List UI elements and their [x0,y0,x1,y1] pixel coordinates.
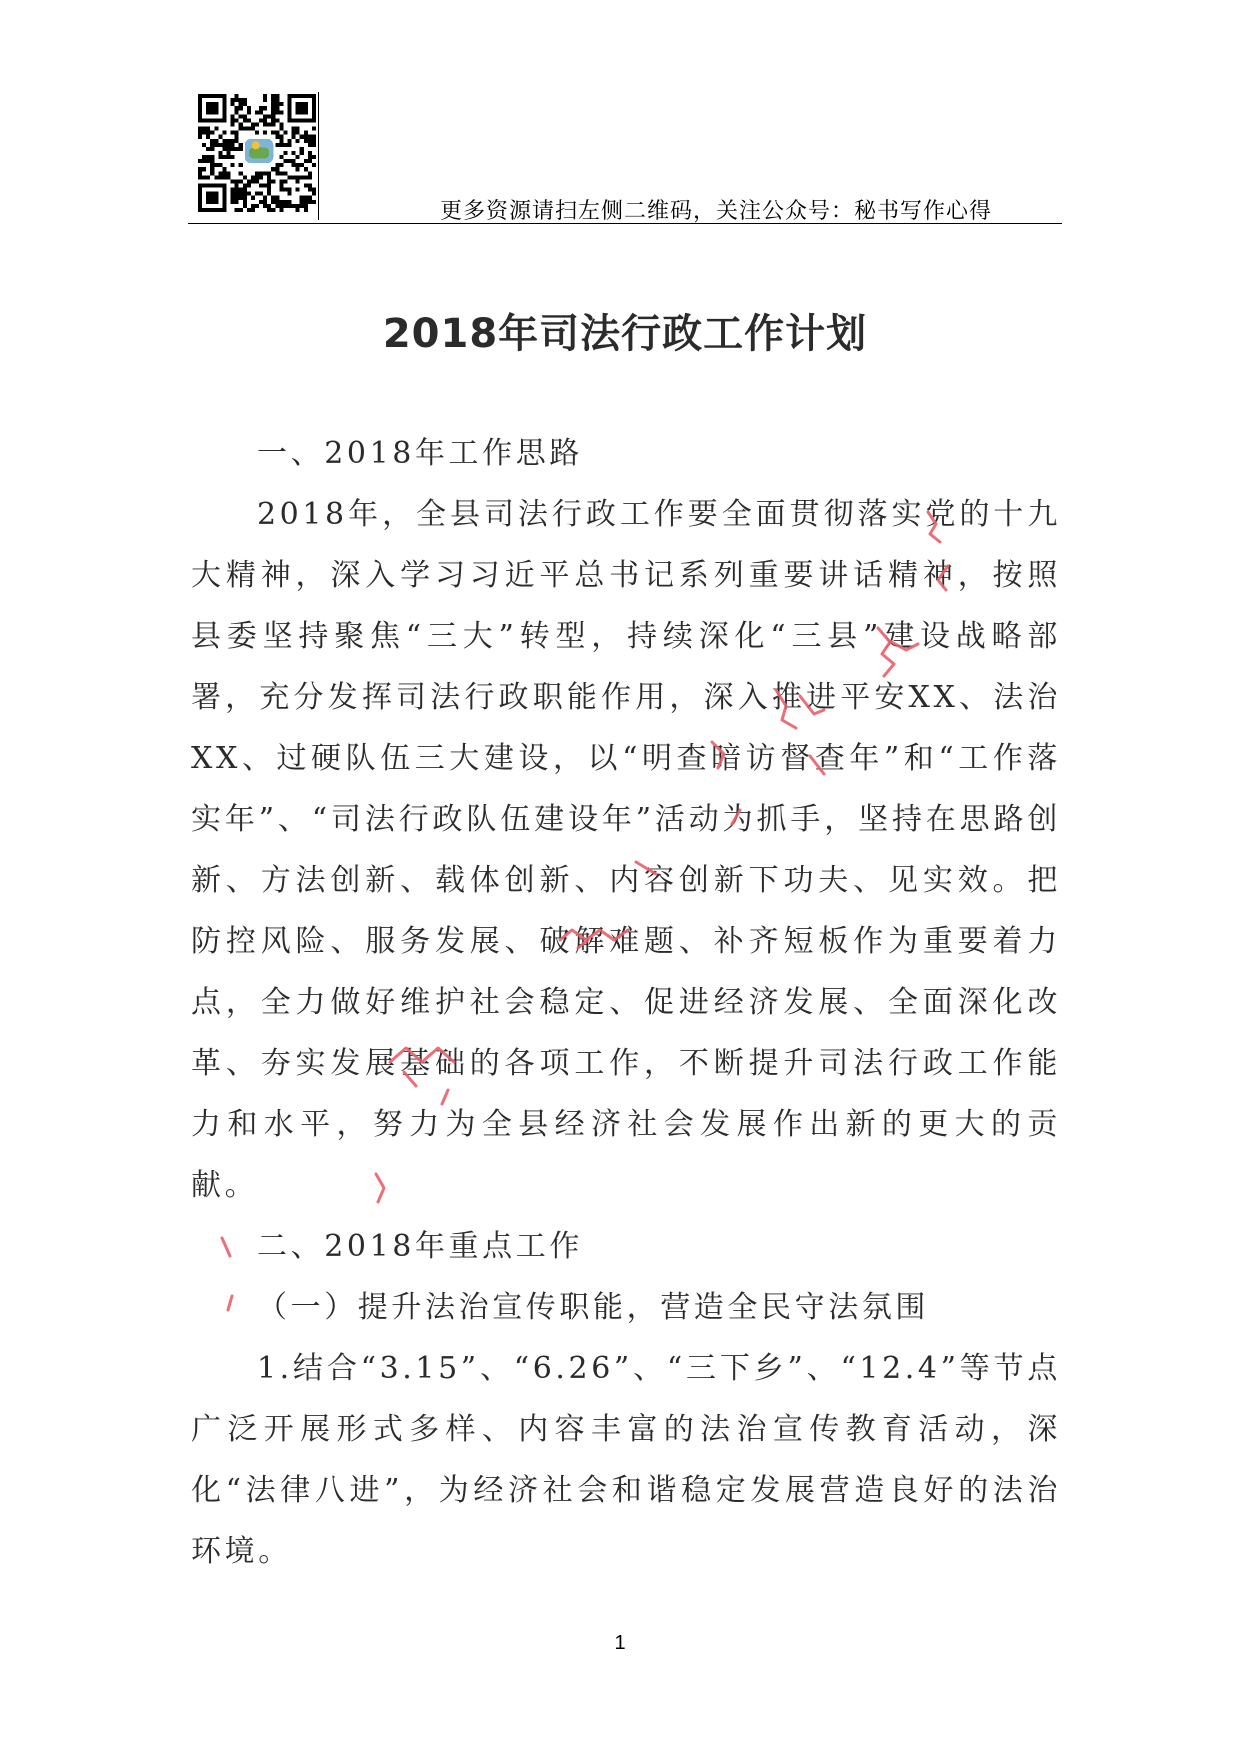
subsection-heading-1: （一）提升法治宣传职能，营造全民守法氛围 [257,1290,929,1325]
section-heading-2: 二、2018年重点工作 [257,1229,583,1264]
page-number: 1 [614,1632,626,1654]
document-title: 2018年司法行政工作计划 [382,311,868,357]
page-header [188,92,1062,222]
header-rule [188,223,1062,224]
paragraph-item-1: 1.结合“3.15”、“6.26”、“三下乡”、“12.4”等节点广泛开展形式多样、内容丰富的法治宣传教育活动，深化“法律八进”，为经济社会和谐稳定发展营造良好的法治环境。 [191,1351,1061,1569]
document-body [191,423,1061,1582]
paragraph-intro: 2018年，全县司法行政工作要全面贯彻落实党的十九大精神，深入学习习近平总书记系列重要讲话精神，按照县委坚持聚焦“三大”转型，持续深化“三县”建设战略部署，充分发挥司法行政职能作用，深入推进平安XX、法治XX、过硬队伍三大建设，以“明查暗访督查年”和“工作落实年”、“司法行政队伍建设年”活动为抓手，坚持在思路创新、方法创新、载体创新、内容创新下功夫、见实效。把防控风险、服务发展、破解难题、补齐短板作为重要着力点，全力做好维护社会稳定、促进经济发展、全面深化改革、夯实发展基础的各项工作，不断提升司法行政工作能力和水平，努力为全县经济社会发展作出新的更大的贡献。 [191,497,1061,1203]
section-heading-1: 一、2018年工作思路 [257,436,583,471]
qr-code-icon [198,94,316,212]
header-caption: 更多资源请扫左侧二维码，关注公众号：秘书写作心得 [439,199,992,224]
header-divider [318,92,319,220]
